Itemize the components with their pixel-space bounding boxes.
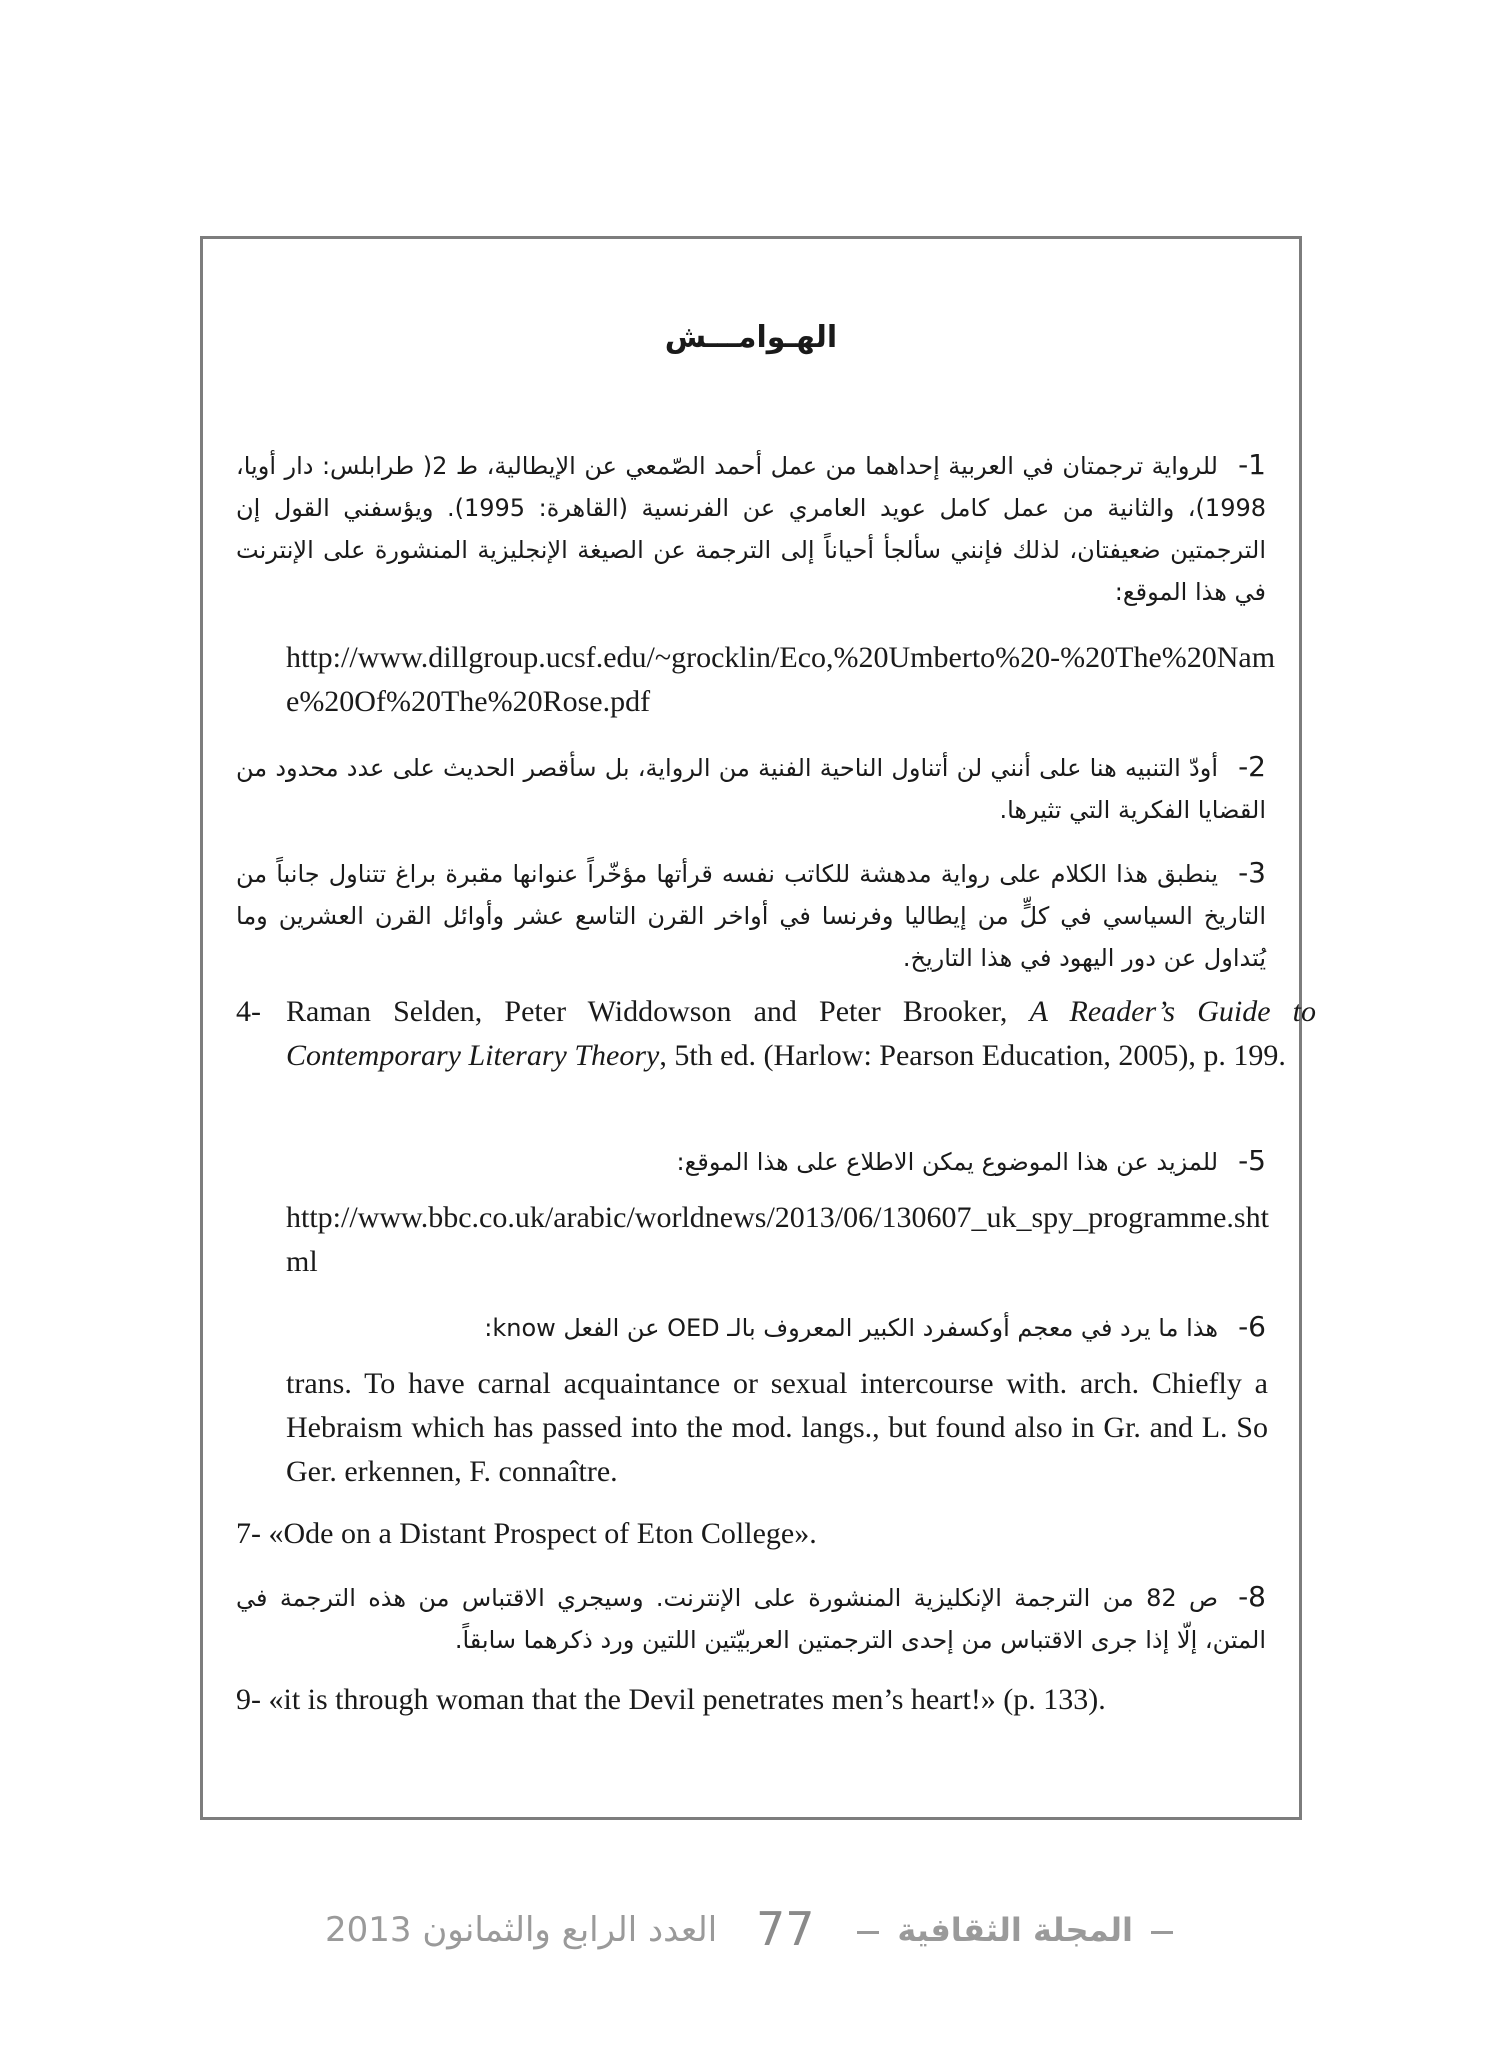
note-8 xyxy=(236,1576,1266,1661)
notes-heading: الهـوامـــش xyxy=(664,320,838,355)
note-1 xyxy=(236,444,1266,613)
note-6 xyxy=(236,1306,1266,1349)
page-footer xyxy=(200,1902,1302,1956)
note-3-text: ينطبق هذا الكلام على رواية مدهشة للكاتب نفسه قرأتها مؤخّراً عنوانها مقبرة براغ تتناول جانباً من التاريخ السياسي في كلٍّ من إيطاليا وفرنسا في أواخر القرن التاسع عشر وأوائل القرن العشرين وما يُتداول عن دور اليهود في هذا التاريخ. xyxy=(236,860,1266,972)
note-2 xyxy=(236,746,1266,831)
note-1-url[interactable]: http://www.dillgroup.ucsf.edu/~grocklin/Eco,%20Umberto%20-%20The%20Name%20Of%20The%20Rose.pdf xyxy=(286,641,1276,718)
note-4 xyxy=(236,990,1316,1078)
note-7 xyxy=(236,1512,1266,1556)
note-3 xyxy=(236,852,1266,979)
note-5-number: 5- xyxy=(1238,1144,1266,1177)
note-7-number: 7- xyxy=(236,1517,261,1550)
note-6-quote: trans. To have carnal acquaintance or sexual intercourse with. arch. Chiefly a Hebraism which has passed into the mod. langs., but found also in Gr. and L. So Ger. erkennen, F. connaître. xyxy=(286,1367,1268,1488)
magazine-name: المجلة الثقافية xyxy=(897,1911,1133,1949)
note-3-number: 3- xyxy=(1238,856,1266,889)
note-2-number: 2- xyxy=(1238,750,1266,783)
note-8-number: 8- xyxy=(1238,1580,1266,1613)
note-9 xyxy=(236,1678,1266,1722)
note-5-url[interactable]: http://www.bbc.co.uk/arabic/worldnews/2013/06/130607_uk_spy_programme.shtml xyxy=(286,1201,1269,1278)
note-5 xyxy=(236,1140,1266,1183)
note-4-authors: Raman Selden, Peter Widdowson and Peter Brooker, xyxy=(286,995,1008,1028)
issue-label: العدد الرابع والثمانون 2013 xyxy=(324,1910,718,1950)
note-1-number: 1- xyxy=(1238,448,1266,481)
note-6-text: هذا ما يرد في معجم أوكسفرد الكبير المعروف بالـ OED عن الفعل know: xyxy=(484,1314,1218,1342)
note-4-number: 4- xyxy=(236,995,261,1028)
note-9-number: 9- xyxy=(236,1683,261,1716)
note-8-text: ص 82 من الترجمة الإنكليزية المنشورة على الإنترنت. وسيجري الاقتباس من هذه الترجمة في المتن، إلّا إذا جرى الاقتباس من إحدى الترجمتين العربيّتين اللتين ورد ذكرهما سابقاً. xyxy=(236,1584,1266,1654)
note-6-number: 6- xyxy=(1238,1310,1266,1343)
note-7-text: «Ode on a Distant Prospect of Eton College». xyxy=(268,1517,817,1550)
note-4-rest: , 5th ed. (Harlow: Pearson Education, 2005), p. 199. xyxy=(659,1039,1286,1072)
note-5-text: للمزيد عن هذا الموضوع يمكن الاطلاع على هذا الموقع: xyxy=(676,1148,1218,1176)
note-1-text: للرواية ترجمتان في العربية إحداهما من عمل أحمد الصّمعي عن الإيطالية، ط 2( طرابلس: دار أويا، 1998)، والثانية من عمل كامل عويد العامري عن الفرنسية (القاهرة: 1995). ويؤسفني القول إن الترجمتين ضعيفتان، لذلك فإنني سألجأ أحياناً إلى الترجمة عن الصيغة الإنجليزية المنشورة على الإنترنت في هذا الموقع: xyxy=(236,452,1266,606)
note-2-text: أودّ التنبيه هنا على أنني لن أتناول الناحية الفنية من الرواية، بل سأقصر الحديث على عدد محدود من القضايا الفكرية التي تثيرها. xyxy=(236,754,1266,824)
note-9-text: «it is through woman that the Devil penetrates men’s heart!» (p. 133). xyxy=(268,1683,1106,1716)
note-4-title: A Reader’s Guide to Contemporary Literary Theory xyxy=(286,995,1317,1072)
page-number: 77 xyxy=(756,1902,815,1956)
magazine-logo xyxy=(853,1911,1177,1949)
